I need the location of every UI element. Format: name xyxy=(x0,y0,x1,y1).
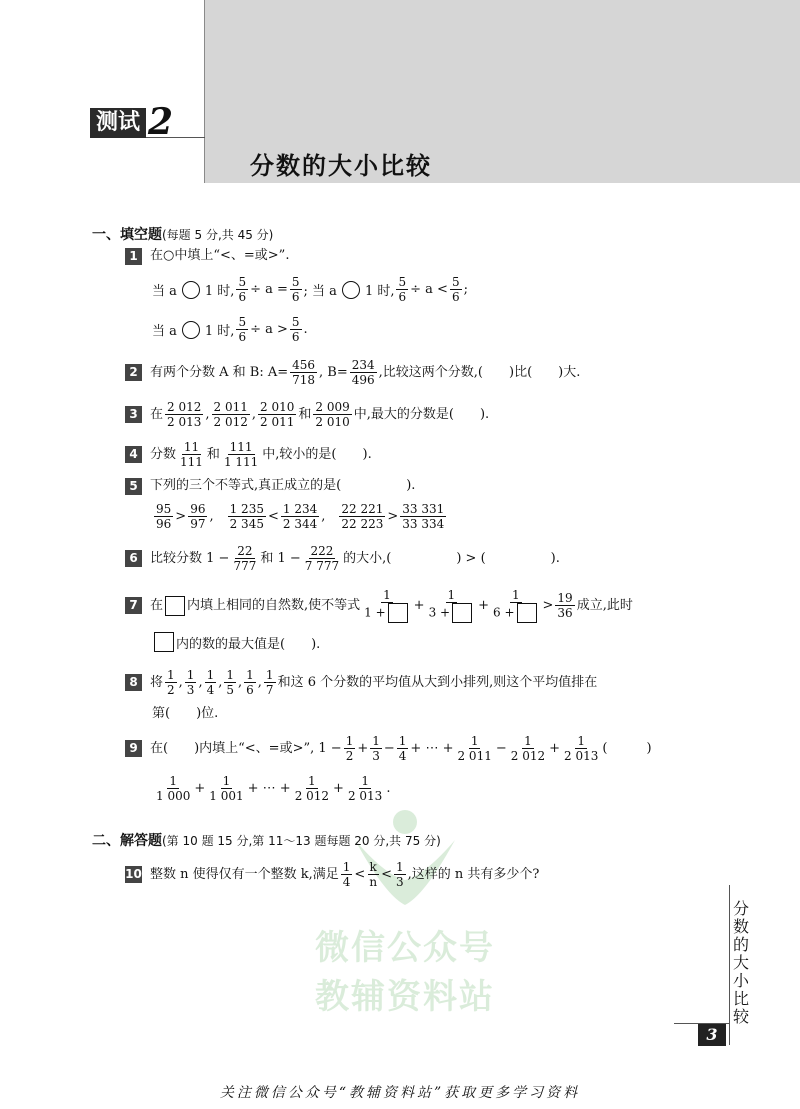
question-9-line-2: $\frac{1}{1 000}$ + $\frac{1}{1 001}$ + ⋯ + $\frac{1}{2 012}$ + $\frac{1}{2 013}$ . xyxy=(156,774,391,803)
text: 中,较小的是( ). xyxy=(262,446,372,462)
fraction: $\frac{1}{3}$ xyxy=(186,668,195,697)
fraction: $\frac{5}{6}$ xyxy=(238,315,247,344)
fraction: $\frac{96}{97}$ xyxy=(190,502,206,531)
text: 有两个分数 A 和 B: A= xyxy=(150,364,289,380)
fraction: $\frac{5}{6}$ xyxy=(291,275,300,304)
answer-circle[interactable] xyxy=(182,281,200,299)
footer-note: 关注微信公众号“教辅资料站”获取更多学习资料 xyxy=(219,1085,581,1101)
fraction: $\frac{1}{2}$ xyxy=(345,734,354,763)
fraction: $\frac{234}{496}$ xyxy=(351,358,375,387)
text: + ⋯ + xyxy=(410,740,454,756)
text: + ⋯ + xyxy=(247,781,291,796)
text: 内的数的最大值是( ). xyxy=(176,636,321,652)
section-2-heading xyxy=(92,830,441,850)
fraction: $\frac{1}{4}$ xyxy=(398,734,407,763)
text: ( ) xyxy=(602,740,652,756)
fraction: $\frac{222}{7 777}$ xyxy=(304,544,340,573)
question-number: 3 xyxy=(125,406,142,423)
question-1 xyxy=(125,246,289,266)
text: 和 1 − xyxy=(260,550,301,566)
answer-circle[interactable] xyxy=(342,281,360,299)
fraction: $\frac{1}{1 000}$ xyxy=(156,774,191,803)
text: 的大小,( ) > ( ). xyxy=(343,550,560,566)
question-text: 在○中填上“<、=或>”. xyxy=(150,248,290,263)
text: 当 a xyxy=(152,324,177,339)
text: 整数 n 使得仅有一个整数 k,满足 xyxy=(150,866,339,882)
text: ,比较这两个分数,( )比( )大. xyxy=(378,364,581,380)
fraction: $\frac{1}{2 012}$ xyxy=(510,734,546,763)
question-number: 4 xyxy=(125,446,142,463)
fraction: $\frac{1}{2 013}$ xyxy=(347,774,383,803)
watermark-line-2: 教辅资料站 xyxy=(315,977,495,1017)
fraction: $\frac{456}{718}$ xyxy=(292,358,316,387)
fraction: $\frac{1}{1 001}$ xyxy=(209,774,244,803)
fraction: $\frac{11}{111}$ xyxy=(180,440,203,469)
answer-circle[interactable] xyxy=(182,321,200,339)
text: 将 xyxy=(150,674,164,690)
text: ; 当 a xyxy=(303,284,337,299)
text: 在 xyxy=(150,597,164,613)
question-number: 7 xyxy=(125,597,142,614)
fraction: $\frac{k}{n}$ xyxy=(369,860,378,889)
fraction: $\frac{1}{3}$ xyxy=(372,734,380,763)
text: 和 xyxy=(298,406,312,422)
question-5 xyxy=(125,476,415,496)
text: ÷ a > xyxy=(250,322,288,337)
fraction: $\frac{5}{6}$ xyxy=(238,275,247,304)
question-number: 2 xyxy=(125,364,142,381)
fraction: $\frac{2 011}{2 012}$ xyxy=(213,400,248,429)
fraction: $\frac{1}{2 013}$ xyxy=(564,734,599,763)
fraction: $\frac{1}{7}$ xyxy=(265,668,274,697)
test-label: 测试 xyxy=(90,108,146,138)
test-badge xyxy=(90,101,174,143)
fraction: $\frac{5}{6}$ xyxy=(398,275,407,304)
text: ÷ a = xyxy=(250,282,288,297)
question-2 xyxy=(125,358,580,387)
question-4 xyxy=(125,440,372,469)
fraction: $\frac{1}{2}$ xyxy=(167,668,175,697)
fraction: $\frac{1}{4}$ xyxy=(206,668,215,697)
fraction: $\frac{1}{1 +}$ xyxy=(362,588,412,623)
fraction: $\frac{1}{3}$ xyxy=(395,860,404,889)
fraction: $\frac{1}{2 012}$ xyxy=(294,774,330,803)
text: 1 时, xyxy=(204,324,235,339)
question-number: 8 xyxy=(125,674,142,691)
text: 内填上相同的自然数,使不等式 xyxy=(187,597,361,613)
question-1-line-2 xyxy=(152,315,308,344)
test-number: 2 xyxy=(148,101,174,143)
answer-box[interactable] xyxy=(388,603,408,623)
text: ÷ a < xyxy=(410,282,448,297)
question-number: 5 xyxy=(125,478,142,495)
text: 当 a xyxy=(152,284,177,299)
section-1-heading xyxy=(92,224,273,244)
header-divider xyxy=(204,0,205,183)
text: 1 时, xyxy=(364,284,395,299)
question-3: 3 在 $\frac{2 012}{2 013}$ , $\frac{2 011}{2 012}$ , $\frac{2 010}{2 011}$ 和 $\frac{2 009}{2 010}$ 中,最大的分数是( ). xyxy=(125,400,489,429)
fraction: $\frac{1}{5}$ xyxy=(226,668,234,697)
watermark-logo-icon xyxy=(345,800,465,910)
text: 成立,此时 xyxy=(576,597,633,613)
question-8: 8 将 $\frac{1}{2}$ , $\frac{1}{3}$ , $\frac{1}{4}$ , $\frac{1}{5}$ , $\frac{1}{6}$ , $\frac{1}{7}$ 和这 6 个分数的平均值从大到小排列,则这个平均值排在 xyxy=(125,668,597,697)
question-number: 9 xyxy=(125,740,142,757)
fraction: $\frac{2 012}{2 013}$ xyxy=(167,400,202,429)
fraction: $\frac{1}{6}$ xyxy=(246,668,254,697)
fraction: $\frac{1 234}{2 344}$ xyxy=(282,502,318,531)
section-2-note: (第 10 题 15 分,第 11～13 题每题 20 分,共 75 分) xyxy=(162,834,441,848)
sidebar-title: 分数的大小比较 xyxy=(733,899,750,1026)
page-number: 3 xyxy=(698,1024,726,1046)
question-8-line-2 xyxy=(152,702,218,721)
section-1-note: (每题 5 分,共 45 分) xyxy=(162,228,274,242)
fraction: $\frac{2 010}{2 011}$ xyxy=(260,400,295,429)
answer-box[interactable] xyxy=(452,603,472,623)
fraction: $\frac{1}{6 +}$ xyxy=(491,588,541,623)
fraction: $\frac{1}{3 +}$ xyxy=(427,588,477,623)
text: . xyxy=(303,322,308,337)
question-number: 6 xyxy=(125,550,142,567)
fraction: $\frac{111}{1 111}$ xyxy=(223,440,259,469)
text: 和这 6 个分数的平均值从大到小排列,则这个平均值排在 xyxy=(277,674,598,690)
text: 1 时, xyxy=(204,284,235,299)
text: ,这样的 n 共有多少个? xyxy=(407,866,540,882)
section-1-title: 一、填空题 xyxy=(92,227,162,243)
text: 在 xyxy=(150,406,164,422)
fraction: $\frac{1}{2 011}$ xyxy=(457,734,492,763)
text: 比较分数 1 − xyxy=(150,550,230,566)
fraction: $\frac{2 009}{2 010}$ xyxy=(315,400,350,429)
question-6 xyxy=(125,544,560,573)
fraction: $\frac{33 331}{33 334}$ xyxy=(402,502,445,531)
text: 分数 xyxy=(150,446,177,462)
fraction: $\frac{1 235}{2 345}$ xyxy=(229,502,264,531)
text: , B= xyxy=(319,364,348,380)
fraction: $\frac{1}{4}$ xyxy=(342,860,351,889)
question-10: 10 整数 n 使得仅有一个整数 k,满足 $\frac{1}{4}$ < $\frac{k}{n}$ < $\frac{1}{3}$ ,这样的 n 共有多少个? xyxy=(125,860,540,889)
question-number: 10 xyxy=(125,867,142,881)
answer-box[interactable] xyxy=(517,603,537,623)
answer-box[interactable] xyxy=(154,632,174,652)
fraction: $\frac{22}{777}$ xyxy=(233,544,257,573)
question-7-line-2 xyxy=(152,632,320,652)
question-number: 1 xyxy=(125,248,142,265)
text: 第( )位. xyxy=(152,706,219,721)
text: 在( )内填上“<、=或>”, 1 − xyxy=(150,740,342,756)
sidebar-rule xyxy=(729,885,730,1045)
question-7: 7 在 内填上相同的自然数,使不等式 $\frac{1}{1 +}$ + $\frac{1}{3 +}$ + $\frac{1}{6 +}$ > $\frac{19}{36}$ 成立,此时 xyxy=(125,588,633,623)
text: 和 xyxy=(206,446,220,462)
fraction: $\frac{5}{6}$ xyxy=(451,275,460,304)
fraction: $\frac{95}{96}$ xyxy=(156,502,172,531)
question-1-line-1 xyxy=(152,275,468,304)
text: 下列的三个不等式,真正成立的是( ). xyxy=(150,478,416,493)
fraction: $\frac{19}{36}$ xyxy=(557,591,573,620)
page-title: 分数的大小比较 xyxy=(250,152,432,180)
question-9: 9 在( )内填上“<、=或>”, 1 − $\frac{1}{2}$ + $\frac{1}{3}$ − $\frac{1}{4}$ + ⋯ + $\frac{1}{2 011}$ − $\frac{1}{2 012}$ + $\frac{1}{2 013}$ ( ) xyxy=(125,734,652,763)
fraction: $\frac{22 221}{22 223}$ xyxy=(341,502,384,531)
fraction: $\frac{5}{6}$ xyxy=(291,315,300,344)
text: ; xyxy=(463,282,468,297)
text: 中,最大的分数是( ). xyxy=(353,406,490,422)
answer-box[interactable] xyxy=(165,596,185,616)
question-5-options: $\frac{95}{96}$ > $\frac{96}{97}$ , $\frac{1 235}{2 345}$ < $\frac{1 234}{2 344}$ , $\frac{22 221}{22 223}$ > $\frac{33 331}{33 334}$ xyxy=(156,502,445,531)
watermark-line-1: 微信公众号 xyxy=(315,928,495,968)
section-2-title: 二、解答题 xyxy=(92,833,162,849)
